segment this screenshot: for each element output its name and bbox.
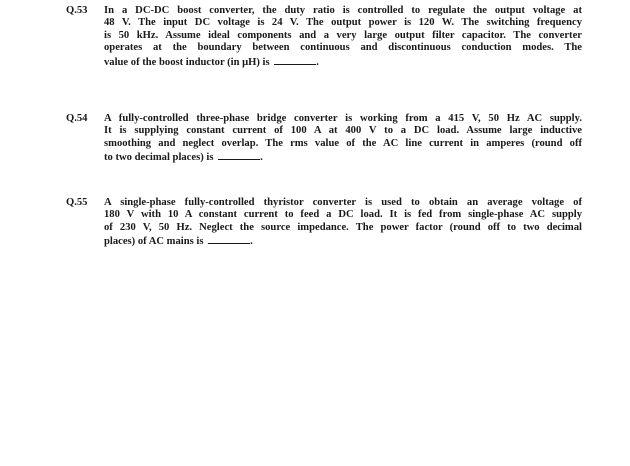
question-line: 180 V with 10 A constant current to feed a DC load. It is fed from single-phase AC supply	[104, 209, 582, 221]
answer-blank	[208, 234, 250, 244]
question-last-line	[104, 234, 582, 248]
question-line: operates at the boundary between continuous and discontinuous conduction modes. The	[104, 42, 582, 54]
end-punctuation: .	[260, 152, 263, 164]
question-line: is 50 kHz. Assume ideal components and a very large output filter capacitor. The converter	[104, 29, 582, 41]
question-line: It is supplying constant current of 100 A at 400 V to a DC load. Assume large inductive	[104, 125, 582, 137]
question-text	[104, 113, 582, 165]
question-line: value of the boost inductor (in μH) is	[104, 56, 270, 68]
question-number: Q.53	[66, 5, 88, 16]
question-line: In a DC-DC boost converter, the duty ratio is controlled to regulate the output voltage at	[104, 5, 582, 16]
question-line: 48 V. The input DC voltage is 24 V. The output power is 120 W. The switching frequency	[104, 17, 582, 29]
question-last-line	[104, 150, 582, 164]
answer-blank	[274, 55, 316, 65]
question-line: A single-phase fully-controlled thyristor converter is used to obtain an average voltage of	[104, 197, 582, 208]
question-line: smoothing and neglect overlap. The rms value of the AC line current in amperes (round off	[104, 137, 582, 149]
question-last-line	[104, 55, 582, 69]
question-line: to two decimal places) is	[104, 152, 214, 164]
answer-blank	[218, 150, 260, 160]
end-punctuation: .	[316, 56, 319, 68]
question-text	[104, 5, 582, 69]
end-punctuation: .	[250, 236, 253, 248]
question-line: of 230 V, 50 Hz. Neglect the source impedance. The power factor (round off to two decimal	[104, 221, 582, 233]
question-line: places) of AC mains is	[104, 236, 204, 248]
question-line: A fully-controlled three-phase bridge converter is working from a 415 V, 50 Hz AC supply.	[104, 113, 582, 124]
question-number: Q.55	[66, 197, 88, 208]
question-text	[104, 197, 582, 249]
question-number: Q.54	[66, 113, 88, 124]
